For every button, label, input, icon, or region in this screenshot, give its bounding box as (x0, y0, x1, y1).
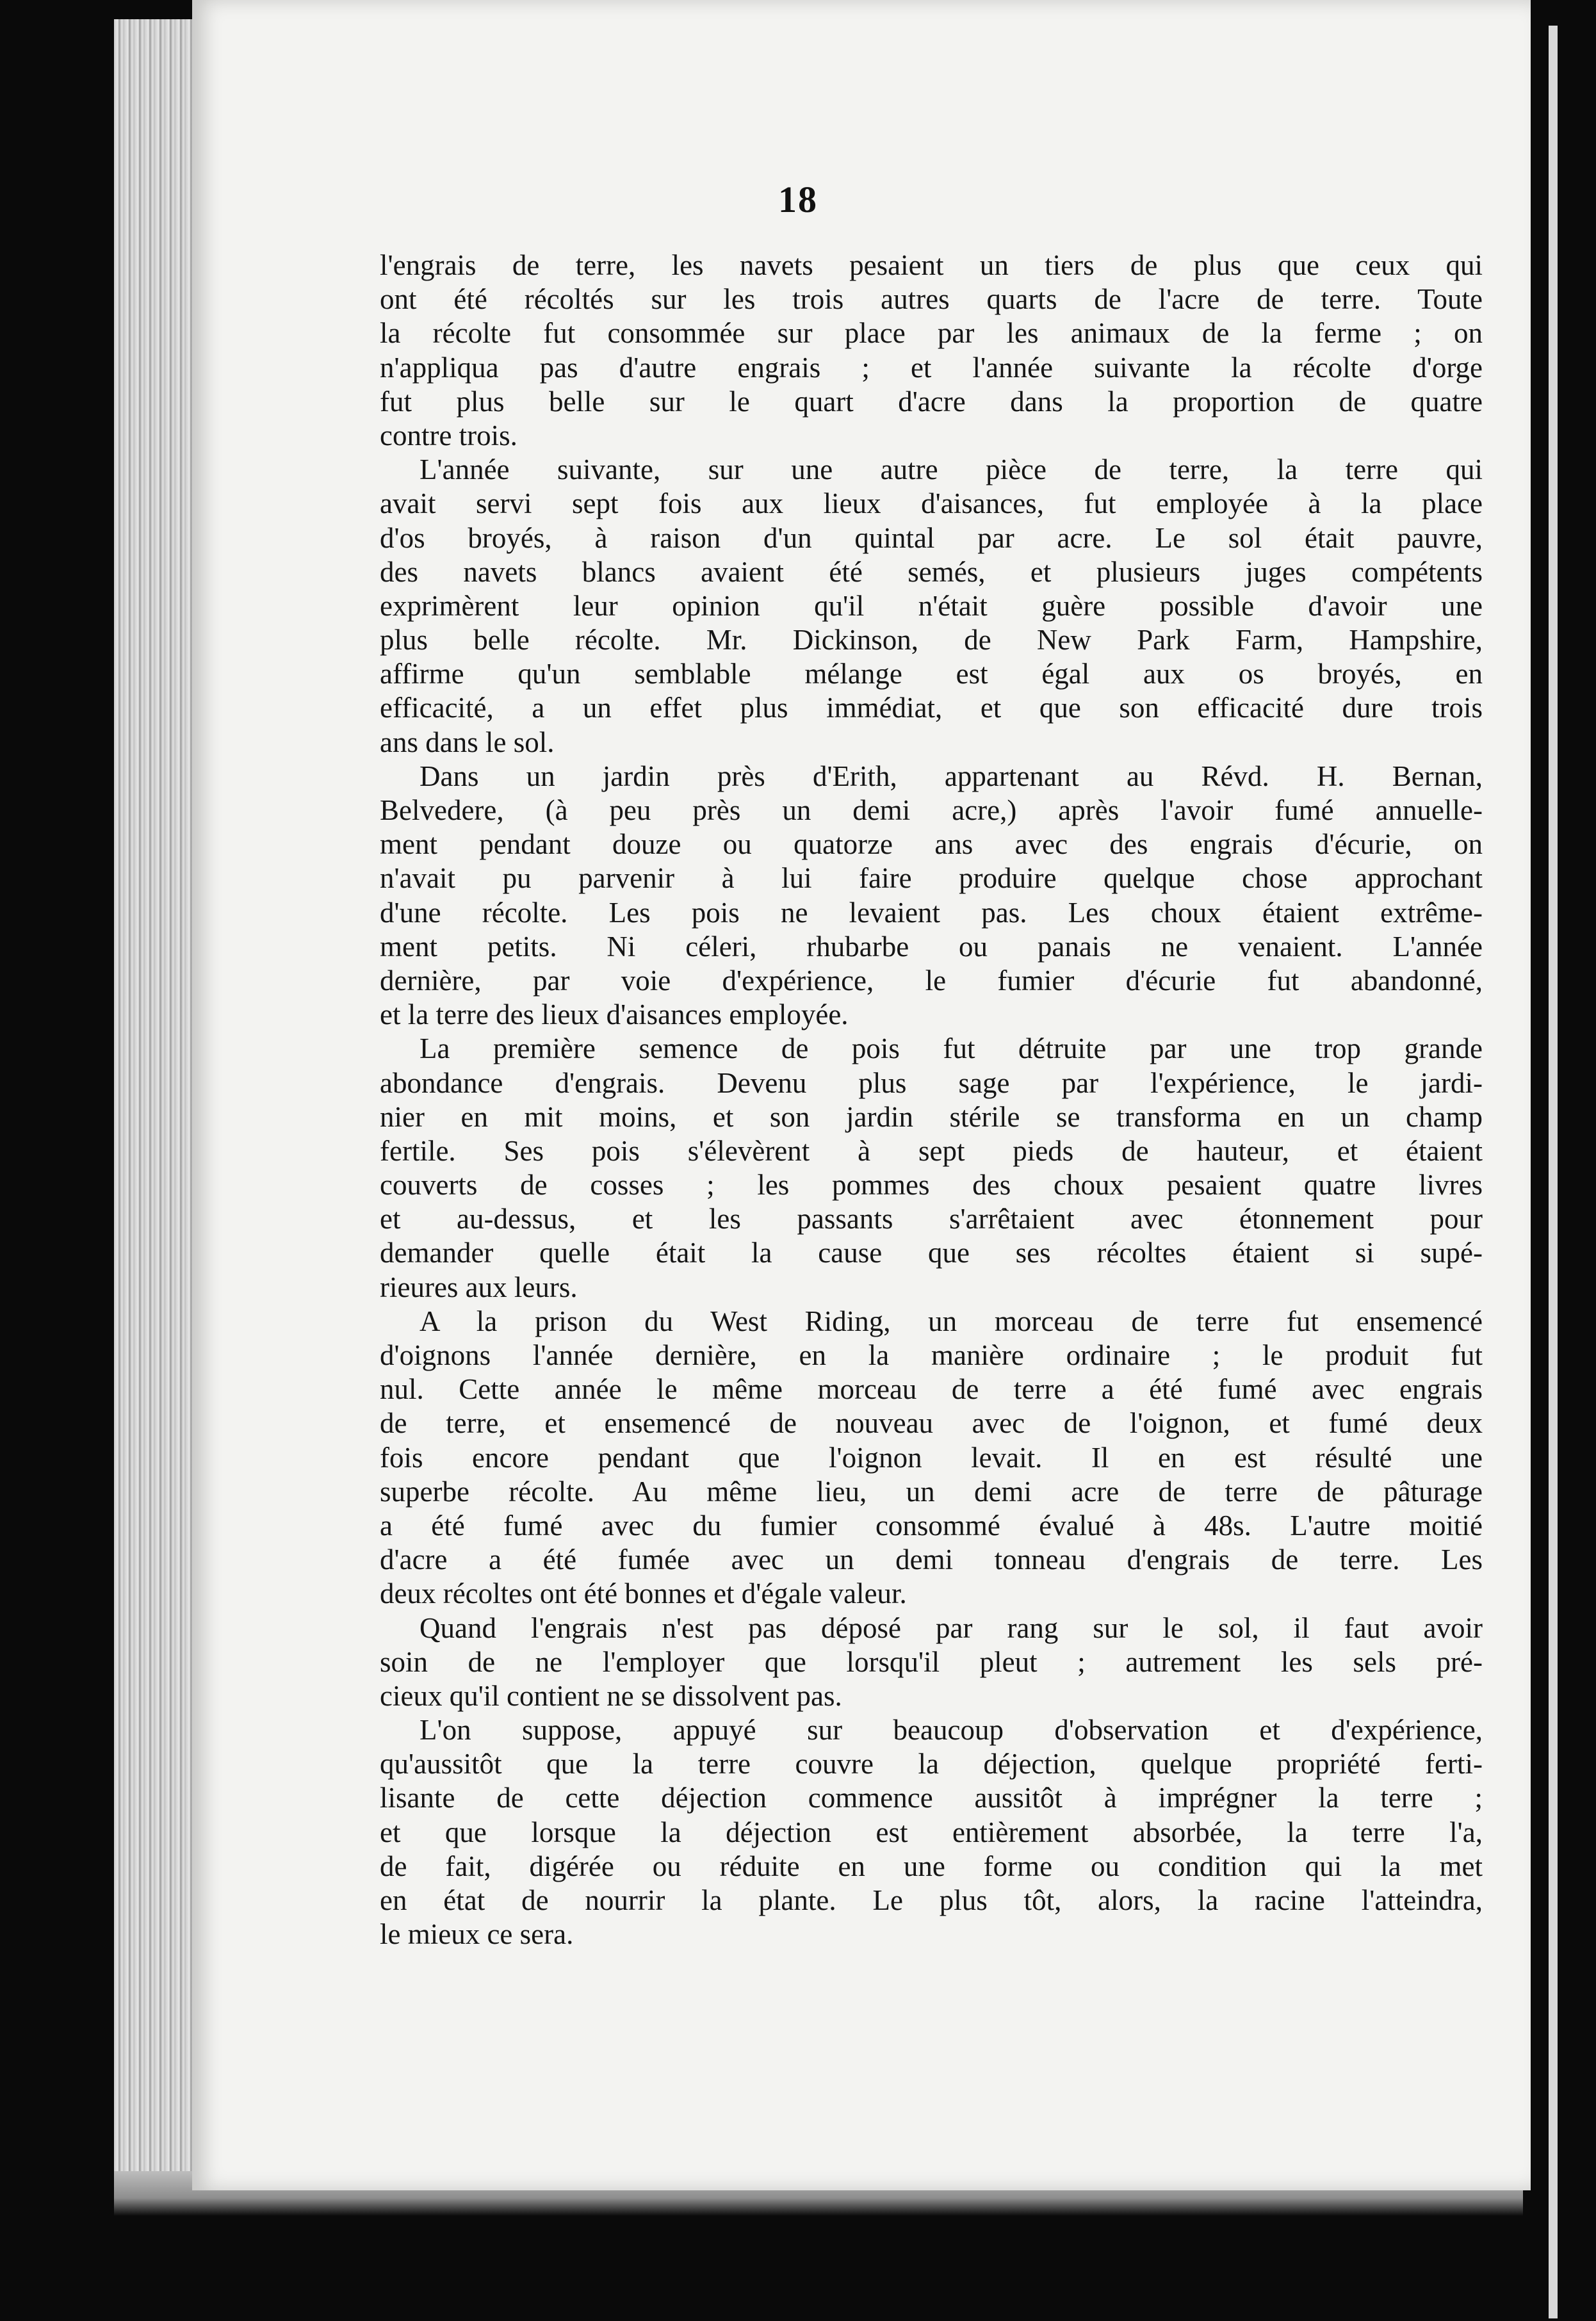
text-line: abondance d'engrais. Devenu plus sage par l'expérience, le jardi- (380, 1066, 1483, 1099)
paragraph (380, 1032, 1483, 1305)
text-line: plus belle récolte. Mr. Dickinson, de New Park Farm, Hampshire, (380, 624, 1483, 656)
right-margin-strip (1549, 26, 1558, 2318)
text-line: la récolte fut consommée sur place par les animaux de la ferme ; on (380, 317, 1483, 350)
paragraph (380, 760, 1483, 1032)
text-line: avait servi sept fois aux lieux d'aisances, fut employée à la place (380, 487, 1483, 520)
body-text (380, 248, 1483, 1951)
text-line: Dans un jardin près d'Erith, appartenant au Révd. H. Bernan, (419, 760, 1483, 792)
paragraph (380, 1305, 1483, 1611)
text-line: A la prison du West Riding, un morceau de terre fut ensemencé (419, 1305, 1483, 1337)
text-line: de fait, digérée ou réduite en une forme ou condition qui la met (380, 1850, 1483, 1882)
text-line: en état de nourrir la plante. Le plus tôt, alors, la racine l'atteindra, (380, 1884, 1483, 1916)
text-line: cieux qu'il contient ne se dissolvent pas. (380, 1679, 842, 1712)
paragraph (380, 248, 1483, 453)
text-line: ment pendant douze ou quatorze ans avec des engrais d'écurie, on (380, 828, 1483, 861)
text-line: d'une récolte. Les pois ne levaient pas. Les choux étaient extrême- (380, 896, 1483, 929)
text-line: nier en mit moins, et son jardin stérile se transforma en un champ (380, 1100, 1483, 1133)
text-line: superbe récolte. Au même lieu, un demi acre de terre de pâturage (380, 1475, 1483, 1508)
text-line: l'engrais de terre, les navets pesaient un tiers de plus que ceux qui (380, 249, 1483, 281)
text-line: et que lorsque la déjection est entièrement absorbée, la terre l'a, (380, 1816, 1483, 1848)
text-line: a été fumé avec du fumier consommé évalué à 48s. L'autre moitié (380, 1509, 1483, 1542)
text-line: soin de ne l'employer que lorsqu'il pleut ; autrement les sels pré- (380, 1645, 1483, 1678)
text-line: n'appliqua pas d'autre engrais ; et l'année suivante la récolte d'orge (380, 351, 1483, 384)
text-line: ans dans le sol. (380, 726, 555, 758)
text-line: des navets blancs avaient été semés, et plusieurs juges compétents (380, 555, 1483, 588)
text-line: affirme qu'un semblable mélange est égal aux os broyés, en (380, 658, 1483, 690)
text-line: exprimèrent leur opinion qu'il n'était guère possible d'avoir une (380, 589, 1483, 622)
text-line: Belvedere, (à peu près un demi acre,) après l'avoir fumé annuelle- (380, 794, 1483, 826)
text-line: fertile. Ses pois s'élevèrent à sept pieds de hauteur, et étaient (380, 1134, 1483, 1167)
text-line: L'année suivante, sur une autre pièce de terre, la terre qui (419, 453, 1483, 486)
text-line: ment petits. Ni céleri, rhubarbe ou panais ne venaient. L'année (380, 930, 1483, 963)
text-line: de terre, et ensemencé de nouveau avec de l'oignon, et fumé deux (380, 1407, 1483, 1440)
text-line: couverts de cosses ; les pommes des choux pesaient quatre livres (380, 1169, 1483, 1201)
text-line: deux récoltes ont été bonnes et d'égale valeur. (380, 1577, 907, 1610)
text-line: ont été récoltés sur les trois autres quarts de l'acre de terre. Toute (380, 283, 1483, 316)
text-line: efficacité, a un effet plus immédiat, et que son efficacité dure trois (380, 692, 1483, 724)
text-line: L'on suppose, appuyé sur beaucoup d'observation et d'expérience, (419, 1714, 1483, 1747)
text-line: fut plus belle sur le quart d'acre dans la proportion de quatre (380, 385, 1483, 418)
text-line: demander quelle était la cause que ses récoltes étaient si supé- (380, 1237, 1483, 1269)
text-line: d'acre a été fumée avec un demi tonneau d'engrais de terre. Les (380, 1543, 1483, 1576)
paragraph (380, 1713, 1483, 1951)
text-line: lisante de cette déjection commence aussitôt à imprégner la terre ; (380, 1782, 1483, 1814)
text-line: La première semence de pois fut détruite par une trop grande (419, 1032, 1483, 1065)
text-line: qu'aussitôt que la terre couvre la déjection, quelque propriété ferti- (380, 1748, 1483, 1780)
text-line: dernière, par voie d'expérience, le fumier d'écurie fut abandonné, (380, 964, 1483, 997)
text-line: fois encore pendant que l'oignon levait. Il en est résulté une (380, 1441, 1483, 1474)
text-line: le mieux ce sera. (380, 1918, 574, 1951)
text-line: n'avait pu parvenir à lui faire produire quelque chose approchant (380, 862, 1483, 895)
text-line: contre trois. (380, 419, 517, 452)
text-line: d'os broyés, à raison d'un quintal par acre. Le sol était pauvre, (380, 521, 1483, 554)
page-number: 18 (778, 179, 818, 220)
text-line: nul. Cette année le même morceau de terre a été fumé avec engrais (380, 1373, 1483, 1406)
paragraph (380, 453, 1483, 760)
text-line: d'oignons l'année dernière, en la manière ordinaire ; le produit fut (380, 1339, 1483, 1371)
text-line: Quand l'engrais n'est pas déposé par rang sur le sol, il faut avoir (419, 1611, 1483, 1644)
text-line: et la terre des lieux d'aisances employée. (380, 998, 849, 1031)
text-line: rieures aux leurs. (380, 1271, 578, 1303)
paragraph (380, 1611, 1483, 1714)
text-line: et au-dessus, et les passants s'arrêtaient avec étonnement pour (380, 1203, 1483, 1235)
